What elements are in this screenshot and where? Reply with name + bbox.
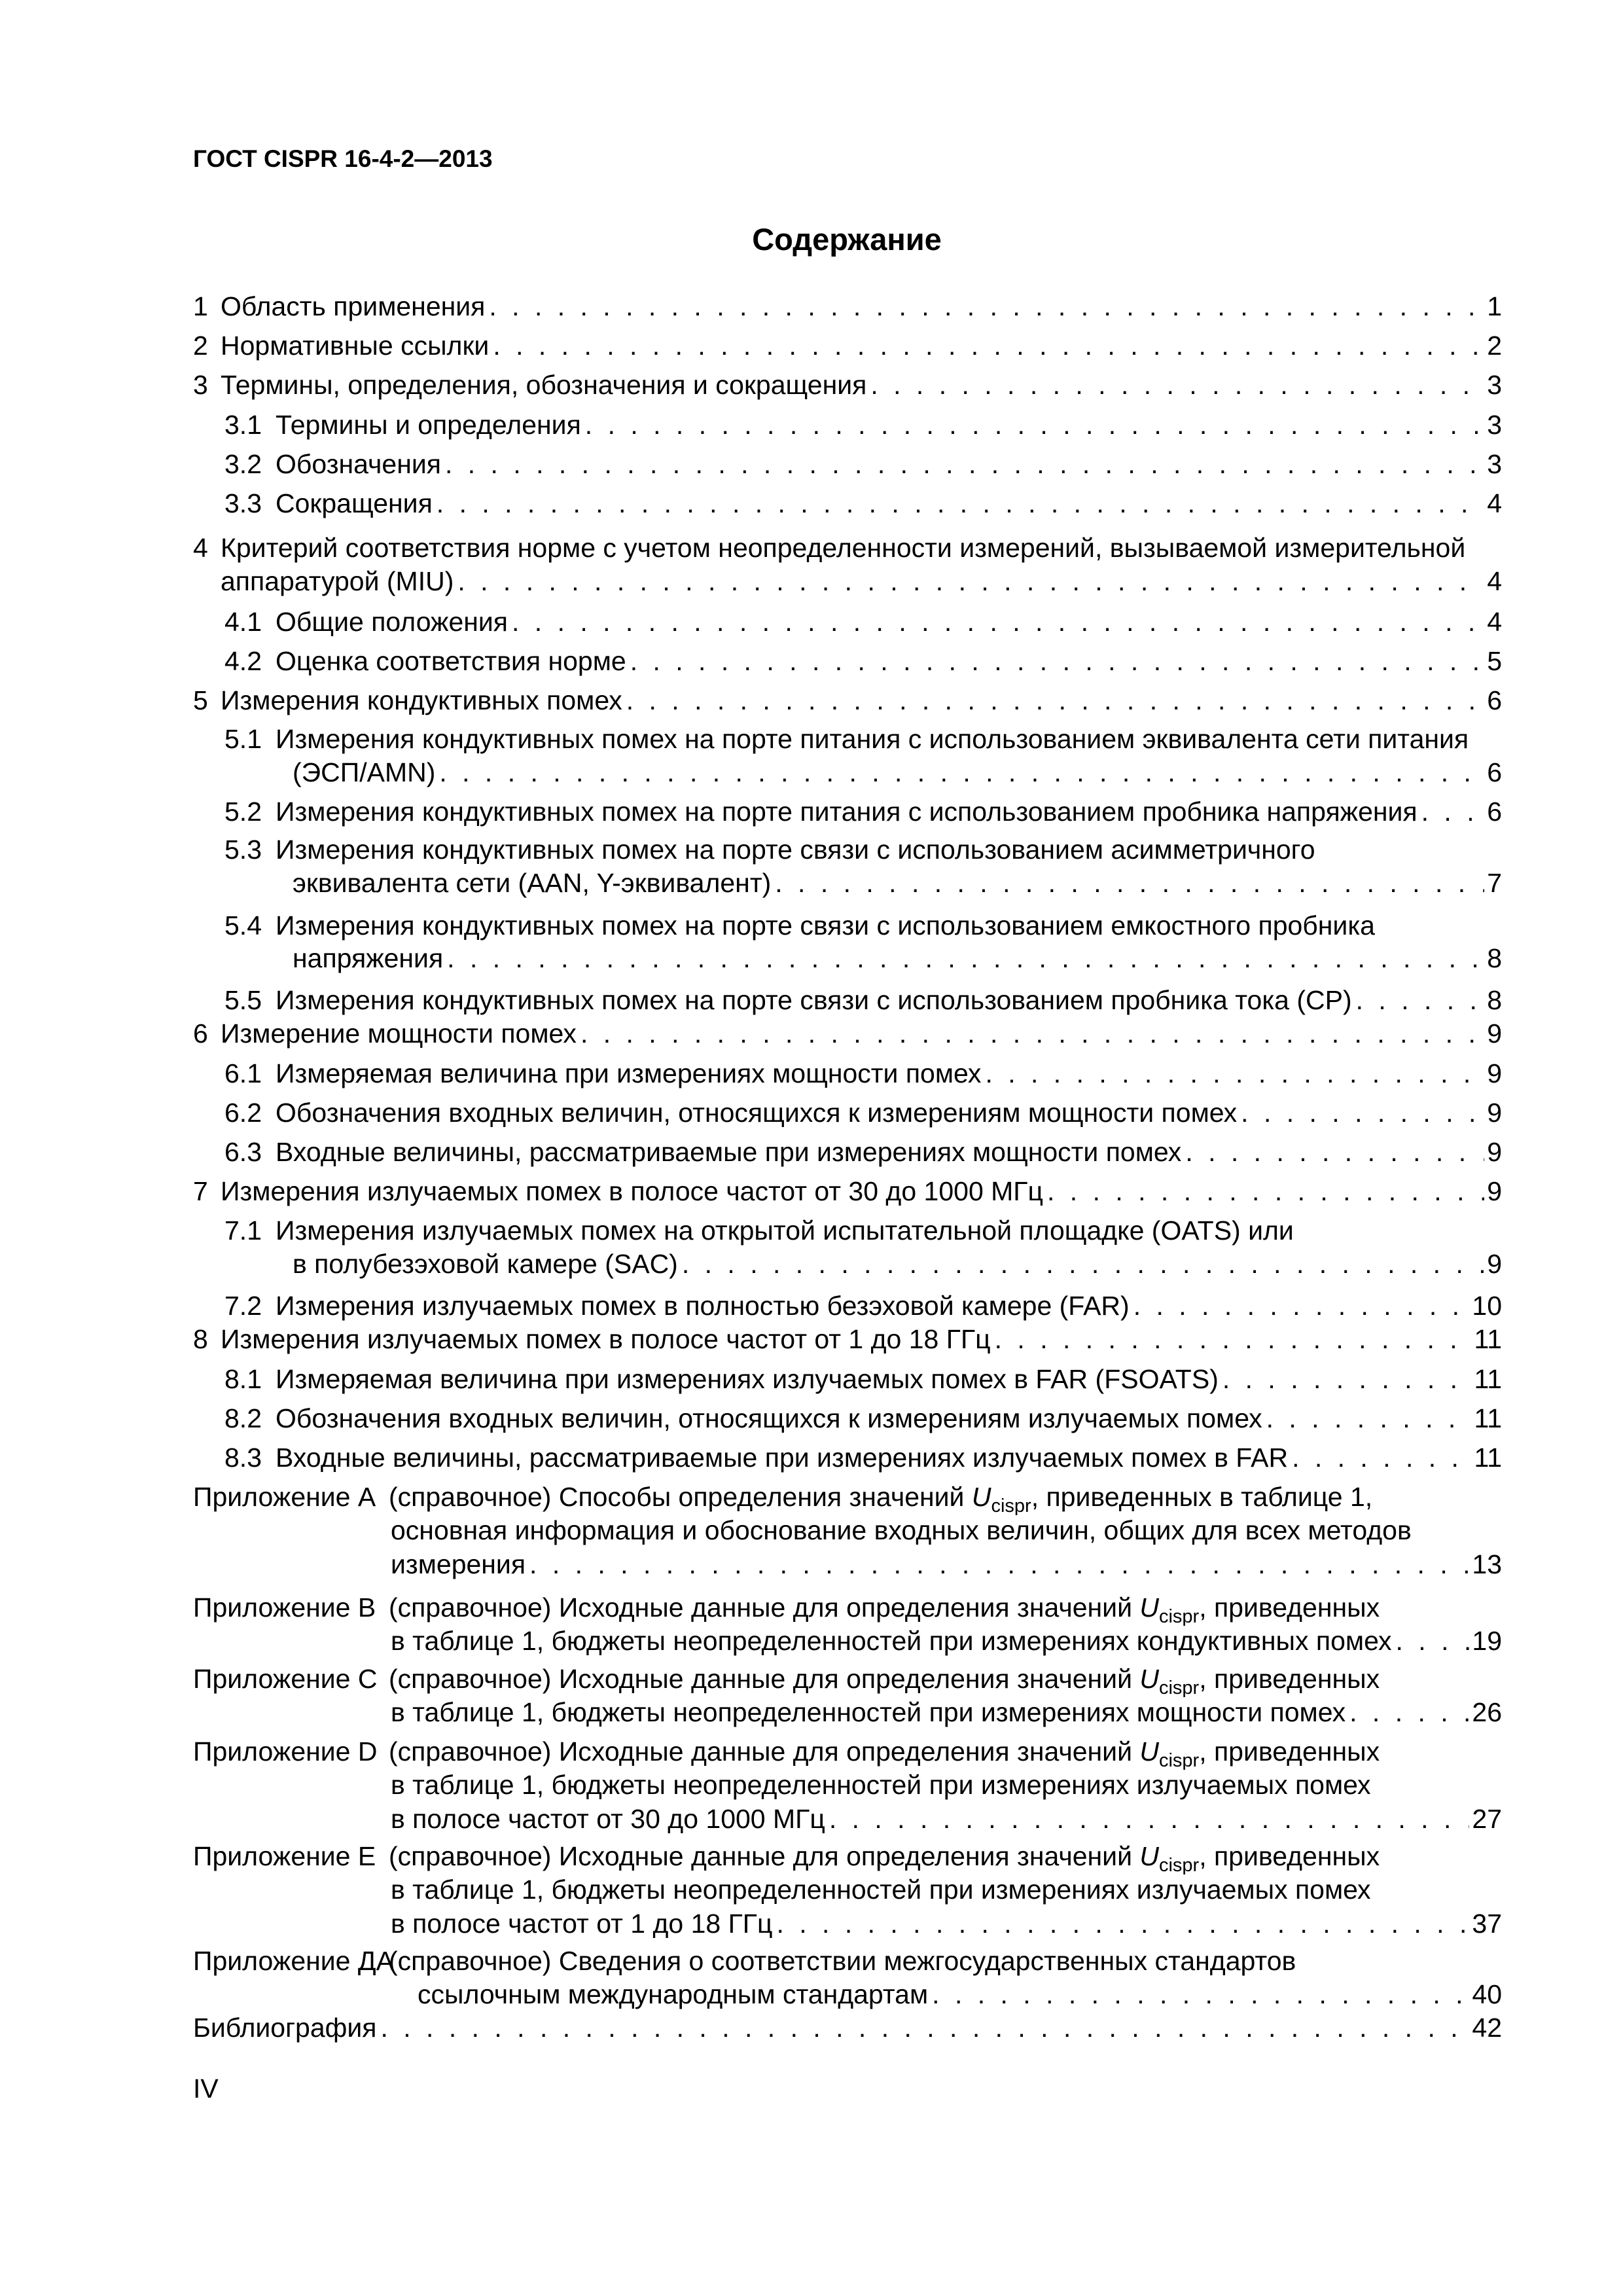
- dot-leader: [991, 1321, 1472, 1357]
- toc-entry-page: 6: [1487, 797, 1502, 827]
- toc-entry-2[interactable]: [193, 327, 1502, 364]
- toc-entry-5-1-continued[interactable]: [193, 754, 1502, 791]
- toc-appendix-c[interactable]: [193, 1660, 1502, 1697]
- toc-entry-4[interactable]: [193, 529, 1502, 566]
- dot-leader: [526, 1546, 1469, 1583]
- toc-entry-4-1[interactable]: [193, 603, 1502, 640]
- toc-appendix-e-continued[interactable]: [193, 1871, 1502, 1908]
- dot-leader: [435, 754, 1484, 791]
- toc-entry-page: 26: [1472, 1697, 1502, 1727]
- toc-entry-title: (справочное) Исходные данные для определения значений $U_{cispr}$, приведенных: [389, 1736, 1380, 1770]
- toc-entry-page: 7: [1487, 868, 1502, 898]
- toc-entry-title: в таблице 1, бюджеты неопределенностей при измерениях кондуктивных помех: [391, 1626, 1392, 1656]
- dot-leader: [1346, 1694, 1469, 1731]
- dot-leader: [441, 446, 1484, 482]
- toc-entry-title: в таблице 1, бюджеты неопределенностей при измерениях излучаемых помех: [391, 1874, 1371, 1905]
- dot-leader: [1219, 1361, 1472, 1397]
- toc-entry-page: 9: [1487, 1249, 1502, 1279]
- toc-entry-8-3[interactable]: [193, 1439, 1502, 1476]
- dot-leader: [1237, 1094, 1484, 1131]
- toc-entry-title: Измеряемая величина при измерениях мощности помех: [276, 1058, 982, 1088]
- toc-entry-page: 2: [1487, 331, 1502, 361]
- dot-leader: [485, 288, 1484, 325]
- toc-entry-title: основная информация и обоснование входных величин, общих для всех методов: [391, 1515, 1412, 1545]
- toc-entry-3-3[interactable]: [193, 485, 1502, 522]
- dot-leader: [1181, 1134, 1484, 1170]
- toc-entry-page: 19: [1472, 1626, 1502, 1656]
- toc-appendix-d[interactable]: [193, 1733, 1502, 1770]
- toc-entry-3[interactable]: [193, 367, 1502, 403]
- toc-entry-page: 11: [1474, 1443, 1502, 1473]
- toc-entry-page: 3: [1487, 449, 1502, 479]
- toc-entry-7-2[interactable]: [193, 1287, 1502, 1324]
- toc-entry-title: Измерения кондуктивных помех на порте питания с использованием пробника напряжения: [276, 797, 1418, 827]
- toc-appendix-d-continued[interactable]: [193, 1767, 1502, 1803]
- toc-entry-title: Измеряемая величина при измерениях излучаемых помех в FAR (FSOATS): [276, 1364, 1219, 1394]
- toc-entry-title: Измерения кондуктивных помех: [221, 685, 622, 715]
- toc-appendix-a[interactable]: [193, 1479, 1502, 1515]
- toc-entry-7-1-continued[interactable]: [193, 1246, 1502, 1282]
- toc-entry-title: в полосе частот от 30 до 1000 МГц: [391, 1804, 825, 1834]
- toc-entry-title: напряжения: [293, 943, 444, 973]
- toc-entry-title: Обозначения входных величин, относящихся к измерениям излучаемых помех: [276, 1403, 1262, 1433]
- toc-entry-5-3-continued[interactable]: [193, 865, 1502, 901]
- toc-entry-number: 5.3: [224, 834, 262, 865]
- toc-entry-title: Обозначения входных величин, относящихся к измерениям мощности помех: [276, 1098, 1238, 1128]
- toc-entry-title: в таблице 1, бюджеты неопределенностей при измерениях мощности помех: [391, 1697, 1346, 1727]
- toc-entry-title: (справочное) Исходные данные для определения значений $U_{cispr}$, приведенных: [389, 1592, 1380, 1626]
- toc-entry-6-2[interactable]: [193, 1094, 1502, 1131]
- toc-appendix-e-continued[interactable]: [193, 1905, 1502, 1942]
- toc-entry-title: Обозначения: [276, 449, 441, 479]
- dot-leader: [1418, 793, 1485, 830]
- toc-entry-page: 5: [1487, 646, 1502, 676]
- toc-entry-page: 27: [1472, 1804, 1502, 1834]
- toc-entry-title: Область применения: [221, 291, 486, 321]
- toc-appendix-a-continued[interactable]: [193, 1512, 1502, 1549]
- toc-entry-title: Входные величины, рассматриваемые при измерениях излучаемых помех в FAR: [276, 1443, 1289, 1473]
- dot-leader: [454, 563, 1484, 600]
- toc-entry-title: Сокращения: [276, 488, 433, 518]
- toc-entry-title: (справочное) Исходные данные для определения значений $U_{cispr}$, приведенных: [389, 1664, 1380, 1697]
- toc-entry-number: 8.2: [224, 1403, 262, 1433]
- toc-entry-page: 4: [1487, 488, 1502, 518]
- toc-entry-page: 11: [1474, 1403, 1502, 1433]
- toc-entry-5-4-continued[interactable]: [193, 940, 1502, 977]
- toc-entry-title: аппаратурой (MIU): [221, 566, 454, 596]
- toc-entry-title: измерения: [391, 1549, 526, 1579]
- toc-appendix-c-continued[interactable]: [193, 1694, 1502, 1731]
- toc-entry-5-4[interactable]: [193, 907, 1502, 944]
- toc-entry-number: 1: [193, 291, 208, 321]
- toc-entry-title: (ЭСП/AMN): [293, 757, 436, 787]
- toc-entry-page: 42: [1472, 2013, 1502, 2043]
- toc-appendix-b-continued[interactable]: [193, 1623, 1502, 1659]
- toc-entry-title: Критерий соответствия норме с учетом неопределенности измерений, вызываемой измерительной: [221, 533, 1466, 563]
- toc-entry-number: 7: [193, 1176, 208, 1206]
- toc-entry-title: (справочное) Способы определения значений $U_{cispr}$, приведенных в таблице 1,: [389, 1482, 1373, 1515]
- toc-entry-6-3[interactable]: [193, 1134, 1502, 1170]
- toc-entry-4-2[interactable]: [193, 643, 1502, 679]
- toc-entry-title: Общие положения: [276, 607, 508, 637]
- toc-entry-page: 3: [1487, 370, 1502, 400]
- toc-entry-8[interactable]: [193, 1321, 1502, 1357]
- toc-entry-title: Измерения излучаемых помех в полосе частот от 30 до 1000 МГц: [221, 1176, 1043, 1206]
- toc-entry-number: 6.3: [224, 1137, 262, 1167]
- dot-leader: [771, 865, 1484, 901]
- toc-entry-page: 8: [1487, 943, 1502, 973]
- appendix-prefix: Приложение B: [193, 1592, 376, 1623]
- toc-entry-page: 9: [1487, 1098, 1502, 1128]
- toc-entry-1[interactable]: [193, 288, 1502, 325]
- toc-entry-number: 8.1: [224, 1364, 262, 1394]
- appendix-prefix: Приложение ДА: [193, 1946, 394, 1976]
- toc-entry-title: Измерения кондуктивных помех на порте питания с использованием эквивалента сети питания: [276, 724, 1469, 754]
- toc-entry-title: в таблице 1, бюджеты неопределенностей при измерениях излучаемых помех: [391, 1770, 1371, 1800]
- toc-entry-number: 5: [193, 685, 208, 715]
- toc-entry-page: 13: [1472, 1549, 1502, 1579]
- toc-appendix-da[interactable]: [193, 1943, 1502, 1979]
- toc-entry-number: 6.1: [224, 1058, 262, 1088]
- toc-entry-title: в полосе частот от 1 до 18 ГГц: [391, 1909, 773, 1939]
- toc-entry-title: в полубезэховой камере (SAC): [293, 1249, 678, 1279]
- toc-entry-page: 4: [1487, 607, 1502, 637]
- dot-leader: [1262, 1400, 1472, 1437]
- toc-entry-title: Оценка соответствия норме: [276, 646, 626, 676]
- dot-leader: [1043, 1173, 1484, 1210]
- toc-entry-5-3[interactable]: [193, 831, 1502, 868]
- appendix-prefix: Приложение C: [193, 1664, 378, 1694]
- toc-entry-8-1[interactable]: [193, 1361, 1502, 1397]
- toc-appendix-b[interactable]: [193, 1589, 1502, 1626]
- toc-entry-number: 4.2: [224, 646, 262, 676]
- toc-entry-title: Измерения кондуктивных помех на порте связи с использованием асимметричного: [276, 834, 1315, 865]
- toc-entry-7-1[interactable]: [193, 1212, 1502, 1249]
- dot-leader: [443, 940, 1484, 977]
- toc-bibliography[interactable]: [193, 2009, 1502, 2046]
- toc-entry-page: 37: [1472, 1909, 1502, 1939]
- toc-entry-title: Термины, определения, обозначения и сокращения: [221, 370, 867, 400]
- toc-entry-number: 5.4: [224, 910, 262, 941]
- dot-leader: [981, 1055, 1484, 1092]
- dot-leader: [1288, 1439, 1471, 1476]
- toc-entry-number: 3.2: [224, 449, 262, 479]
- dot-leader: [928, 1976, 1469, 2013]
- toc-entry-page: 11: [1474, 1324, 1502, 1354]
- dot-leader: [772, 1905, 1469, 1942]
- toc-entry-title: Измерения излучаемых помех в полосе частот от 1 до 18 ГГц: [221, 1324, 991, 1354]
- toc-entry-page: 1: [1487, 291, 1502, 321]
- toc-appendix-da-continued[interactable]: [193, 1976, 1502, 2013]
- dot-leader: [508, 603, 1484, 640]
- toc-entry-page: 8: [1487, 985, 1502, 1015]
- dot-leader: [1130, 1287, 1470, 1324]
- toc-entry-title: Термины и определения: [276, 410, 581, 440]
- toc-appendix-d-continued[interactable]: [193, 1801, 1502, 1837]
- appendix-prefix: Приложение D: [193, 1736, 378, 1767]
- toc-entry-title: Измерения излучаемых помех в полностью безэховой камере (FAR): [276, 1291, 1130, 1321]
- toc-entry-page: 4: [1487, 566, 1502, 596]
- toc-entry-4-continued[interactable]: [193, 563, 1502, 600]
- toc-entry-5[interactable]: [193, 682, 1502, 719]
- toc-entry-title: Измерения кондуктивных помех на порте связи с использованием емкостного пробника: [276, 910, 1375, 941]
- toc-entry-page: 9: [1487, 1176, 1502, 1206]
- toc-entry-number: 5.1: [224, 724, 262, 754]
- toc-entry-3-1[interactable]: [193, 406, 1502, 443]
- dot-leader: [581, 406, 1484, 443]
- appendix-prefix: Приложение E: [193, 1841, 376, 1871]
- dot-leader: [433, 485, 1484, 522]
- dot-leader: [626, 643, 1484, 679]
- toc-entry-title: Библиография: [193, 2013, 377, 2043]
- toc-entry-8-2[interactable]: [193, 1400, 1502, 1437]
- toc-entry-page: 40: [1472, 1979, 1502, 2009]
- document-header: ГОСТ CISPR 16-4-2—2013: [193, 145, 493, 172]
- toc-entry-title: ссылочным международным стандартам: [418, 1979, 929, 2009]
- toc-entry-page: 9: [1487, 1137, 1502, 1167]
- toc-entry-number: 7.1: [224, 1215, 262, 1246]
- toc-entry-number: 3.3: [224, 488, 262, 518]
- dot-leader: [678, 1246, 1484, 1282]
- toc-entry-page: 11: [1474, 1364, 1502, 1394]
- dot-leader: [622, 682, 1484, 719]
- page-number: IV: [193, 2073, 219, 2104]
- toc-entry-page: 6: [1487, 757, 1502, 787]
- toc-entry-page: 10: [1472, 1291, 1502, 1321]
- dot-leader: [577, 1015, 1484, 1052]
- toc-entry-6-1[interactable]: [193, 1055, 1502, 1092]
- toc-entry-title: Измерения кондуктивных помех на порте связи с использованием пробника тока (CP): [276, 985, 1352, 1015]
- toc-entry-title: (справочное) Сведения о соответствии межгосударственных стандартов: [389, 1946, 1296, 1976]
- dot-leader: [825, 1801, 1470, 1837]
- toc-entry-title: Измерения излучаемых помех на открытой испытательной площадке (OATS) или: [276, 1215, 1294, 1246]
- toc-entry-number: 7.2: [224, 1291, 262, 1321]
- toc-entry-page: 6: [1487, 685, 1502, 715]
- toc-entry-page: 3: [1487, 410, 1502, 440]
- toc-entry-page: 9: [1487, 1058, 1502, 1088]
- toc-entry-5-2[interactable]: [193, 793, 1502, 830]
- dot-leader: [1352, 982, 1485, 1018]
- toc-entry-5-5[interactable]: [193, 982, 1502, 1018]
- dot-leader: [866, 367, 1484, 403]
- toc-entry-page: 9: [1487, 1018, 1502, 1049]
- toc-entry-6[interactable]: [193, 1015, 1502, 1052]
- toc-entry-title: эквивалента сети (AAN, Y-эквивалент): [293, 868, 772, 898]
- toc-entry-title: Входные величины, рассматриваемые при измерениях мощности помех: [276, 1137, 1182, 1167]
- toc-entry-title: (справочное) Исходные данные для определения значений $U_{cispr}$, приведенных: [389, 1841, 1380, 1874]
- toc-appendix-a-continued[interactable]: [193, 1546, 1502, 1583]
- toc-entry-number: 3.1: [224, 410, 262, 440]
- dot-leader: [376, 2009, 1469, 2046]
- toc-entry-number: 8: [193, 1324, 208, 1354]
- toc-appendix-e[interactable]: [193, 1838, 1502, 1874]
- dot-leader: [489, 327, 1484, 364]
- appendix-prefix: Приложение A: [193, 1482, 376, 1512]
- page-title: Содержание: [752, 222, 942, 257]
- toc-entry-number: 5.2: [224, 797, 262, 827]
- toc-entry-5-1[interactable]: [193, 721, 1502, 757]
- toc-entry-number: 3: [193, 370, 208, 400]
- toc-entry-7[interactable]: [193, 1173, 1502, 1210]
- toc-entry-3-2[interactable]: [193, 446, 1502, 482]
- toc-entry-number: 4: [193, 533, 208, 563]
- toc-entry-number: 6: [193, 1018, 208, 1049]
- toc-entry-number: 8.3: [224, 1443, 262, 1473]
- toc-entry-title: Нормативные ссылки: [221, 331, 490, 361]
- dot-leader: [1392, 1623, 1470, 1659]
- toc-entry-number: 6.2: [224, 1098, 262, 1128]
- toc-entry-title: Измерение мощности помех: [221, 1018, 577, 1049]
- toc-entry-number: 2: [193, 331, 208, 361]
- toc-entry-number: 5.5: [224, 985, 262, 1015]
- toc-entry-number: 4.1: [224, 607, 262, 637]
